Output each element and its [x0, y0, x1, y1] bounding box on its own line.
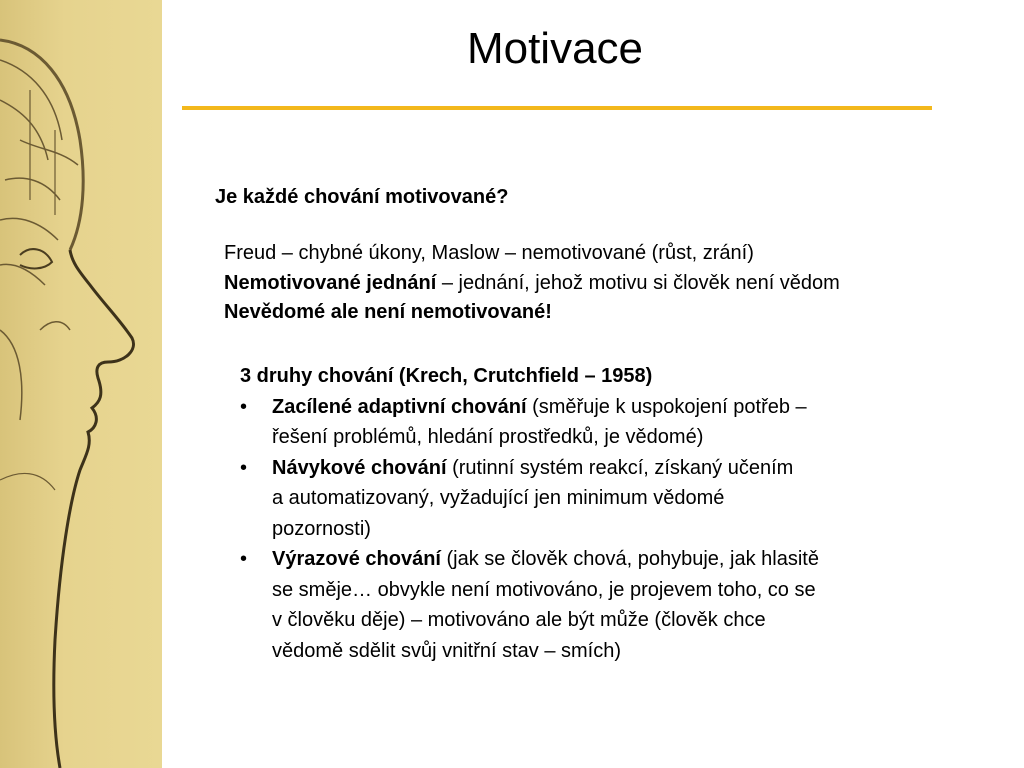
- intro-line-2-bold: Nemotivované jednání: [224, 271, 437, 294]
- phrenology-head-drawing: [0, 0, 162, 768]
- intro-line-3-bold: Nevědomé ale není nemotivované!: [224, 301, 552, 323]
- item-line-4: vědomě sdělit svůj vnitřní stav – smích): [272, 639, 622, 662]
- item-line-1: [272, 544, 912, 575]
- intro-line-3: [224, 298, 840, 328]
- intro-line-2: [224, 269, 840, 299]
- item-text: (rutinní systém reakcí, získaný učením: [446, 456, 794, 479]
- item-text: (směřuje k uspokojení potřeb –: [526, 395, 807, 418]
- item-bold-label: Návykové chování: [272, 456, 447, 479]
- intro-line-1: Freud – chybné úkony, Maslow – nemotivované (růst, zrání): [224, 242, 754, 264]
- item-line-2: a automatizovaný, vyžadující jen minimum vědomé: [272, 487, 725, 509]
- intro-line-2-rest: – jednání, jehož motivu si člověk není vědom: [436, 271, 840, 294]
- behavior-types-heading: 3 druhy chování (Krech, Crutchfield – 1958): [240, 365, 653, 387]
- list-item: [240, 392, 912, 453]
- item-line-1: [272, 453, 912, 484]
- title-underline: [182, 106, 932, 110]
- item-line-2: se směje… obvykle není motivováno, je projevem toho, co se: [272, 578, 816, 601]
- intro-block: [224, 239, 840, 328]
- bullet-icon: •: [240, 395, 248, 418]
- item-bold-label: Zacílené adaptivní chování: [272, 395, 527, 418]
- behavior-types-block: [240, 361, 920, 666]
- item-line-3: v člověku děje) – motivováno ale být může (člověk chce: [272, 609, 766, 631]
- item-text: (jak se člověk chová, pohybuje, jak hlasitě: [440, 548, 819, 570]
- item-bold-label: Výrazové chování: [272, 548, 441, 570]
- phrenology-head-image: [0, 0, 162, 768]
- item-line-3: pozornosti): [272, 517, 371, 540]
- behavior-types-list: [240, 392, 920, 667]
- slide-title: Motivace: [466, 24, 644, 73]
- bullet-icon: •: [240, 548, 248, 570]
- item-line-1: [272, 392, 912, 423]
- list-item: [240, 544, 912, 666]
- item-line-2: řešení problémů, hledání prostředků, je vědomé): [272, 426, 704, 448]
- list-item: [240, 453, 912, 545]
- question-heading: Je každé chování motivované?: [215, 186, 509, 208]
- bullet-icon: •: [240, 456, 248, 479]
